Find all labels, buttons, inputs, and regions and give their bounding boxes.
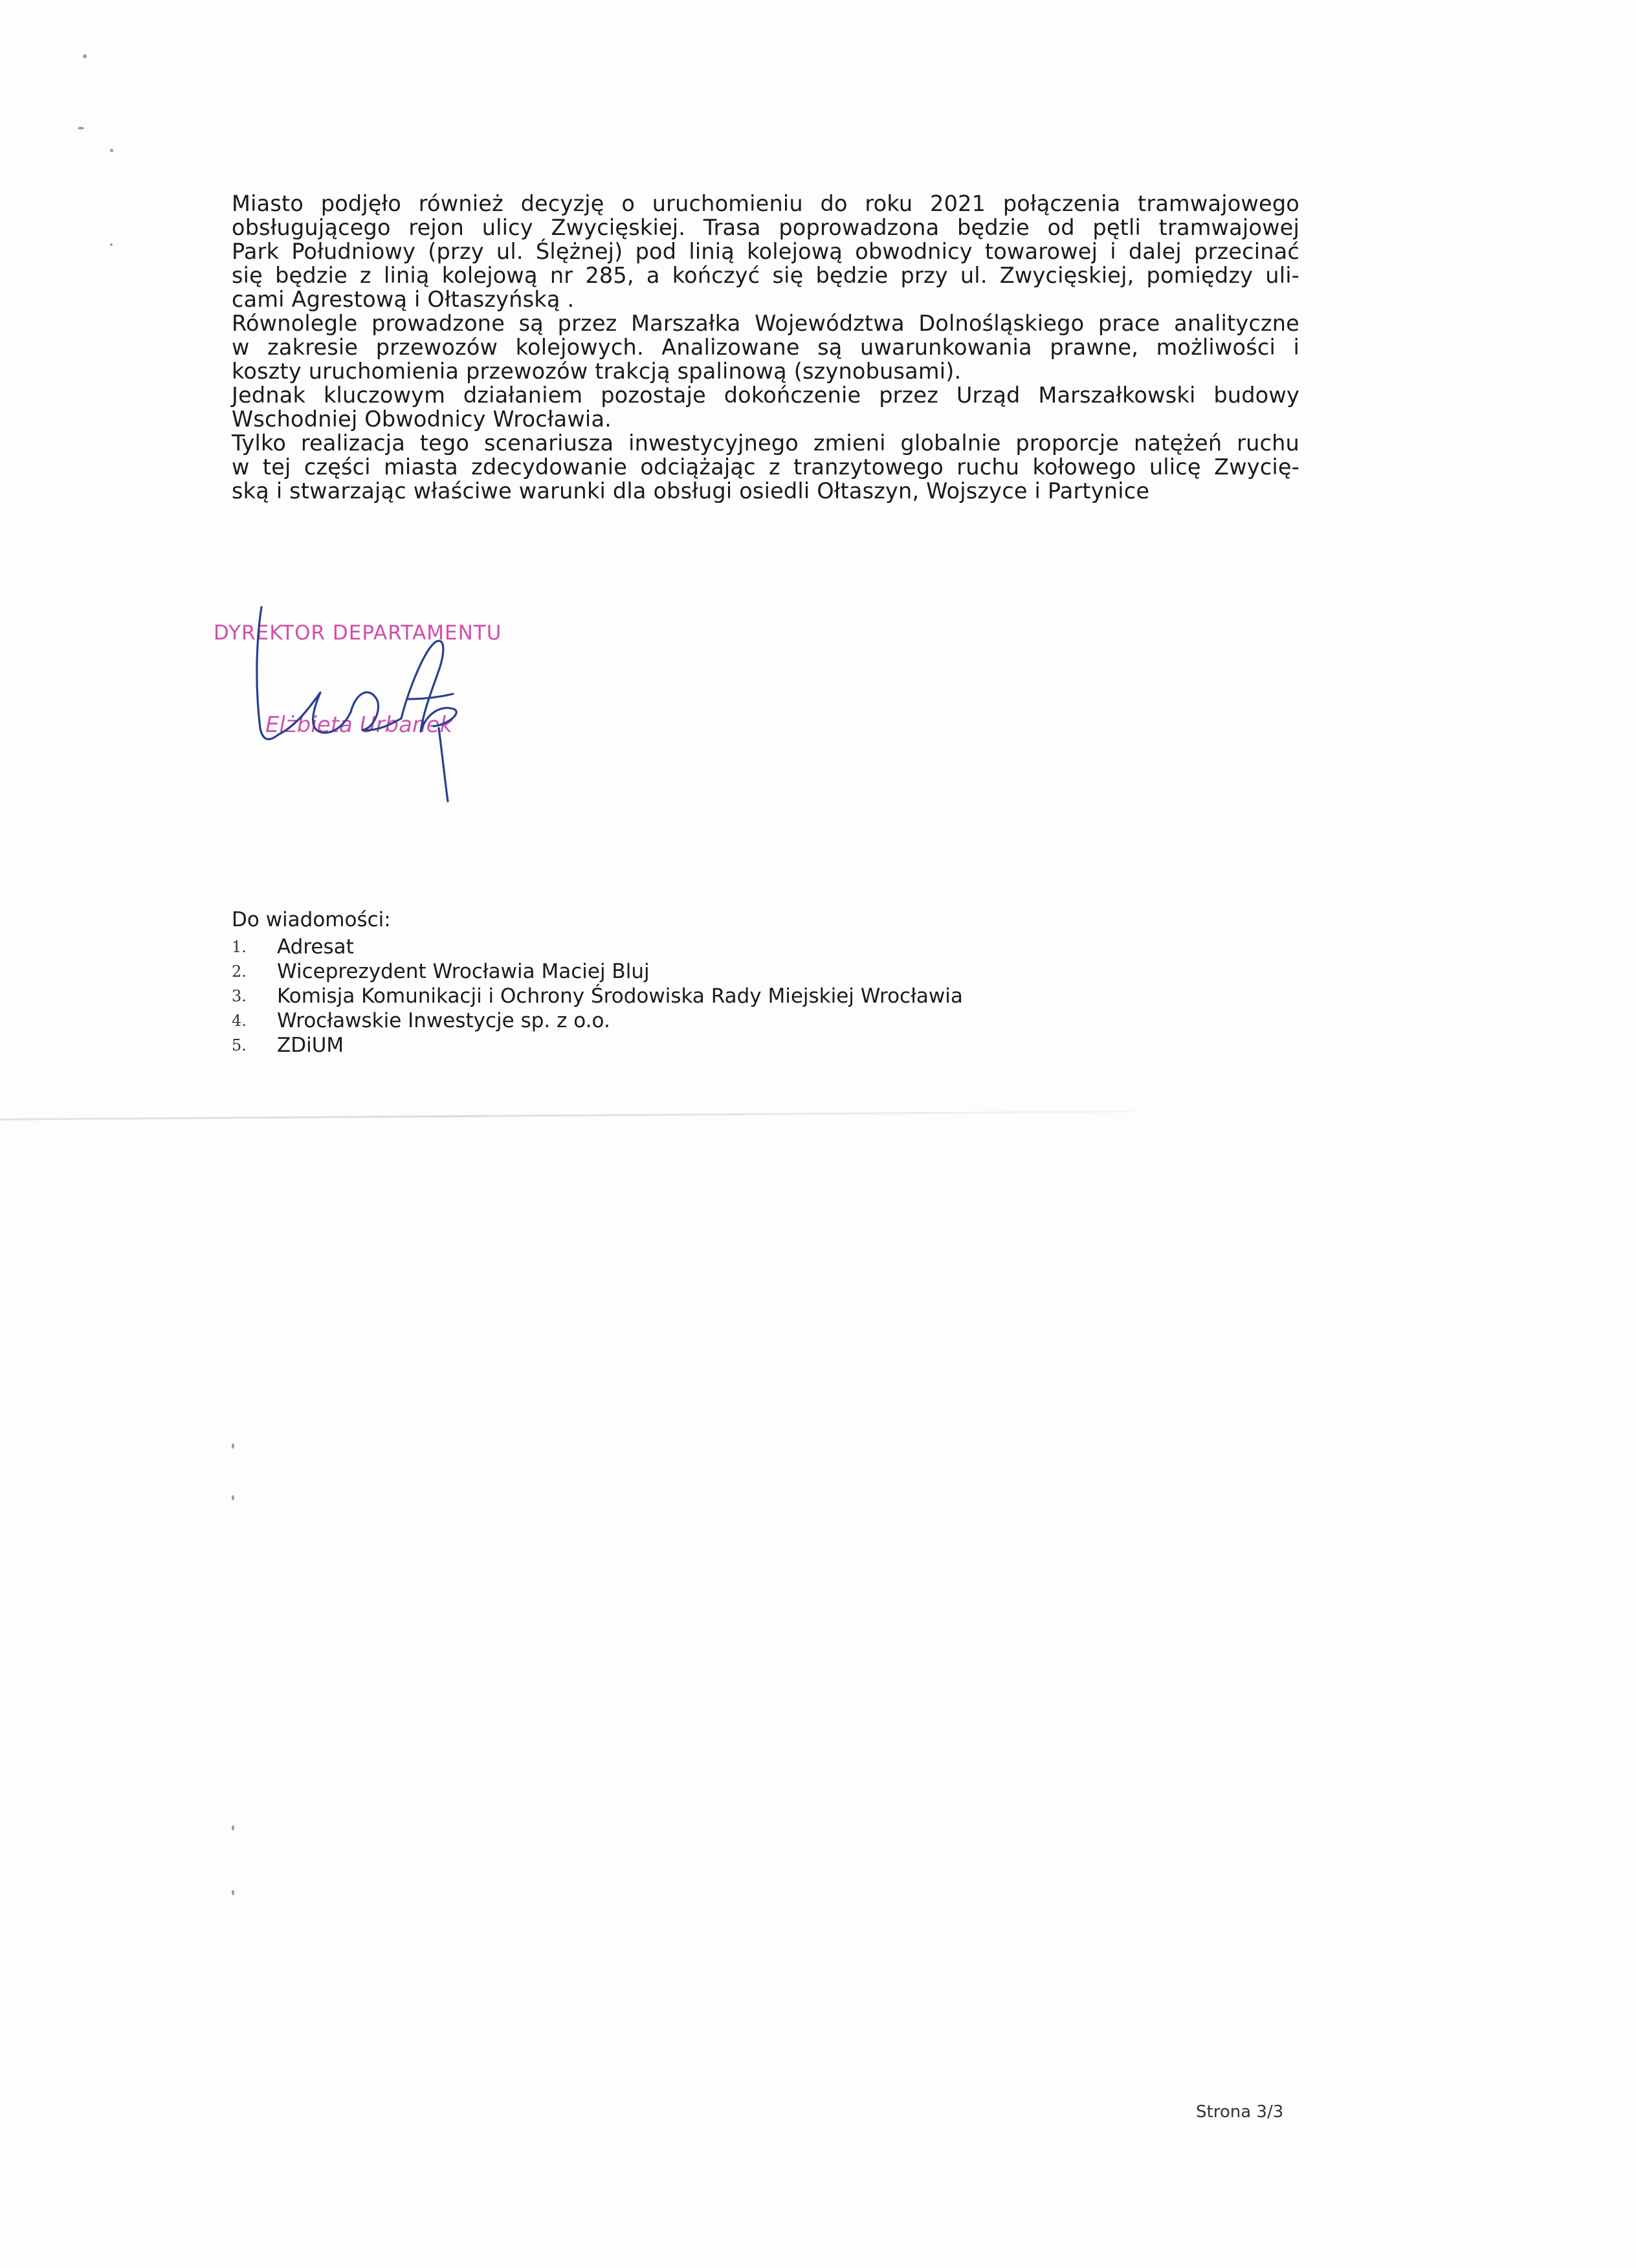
scan-speck xyxy=(110,149,113,152)
scan-speck xyxy=(232,1443,234,1449)
stamp-title: DYREKTOR DEPARTAMENTU xyxy=(214,621,502,645)
distribution-list xyxy=(232,907,1202,1058)
scan-speck xyxy=(83,54,87,58)
list-item-text: Wrocławskie Inwestycje sp. z o.o. xyxy=(277,1009,610,1032)
list-item xyxy=(232,959,1202,984)
body-line: Park Południowy (przy ul. Ślężnej) pod linią kolejową obwodnicy towarowej i dalej przecinać xyxy=(232,239,1299,264)
body-line: Wschodniej Obwodnicy Wrocławia. xyxy=(232,406,612,432)
list-item-number: 3. xyxy=(232,987,247,1005)
list-item xyxy=(232,935,1202,959)
list-item-text: Adresat xyxy=(277,935,354,959)
letter-body xyxy=(232,192,1299,503)
distribution-heading: Do wiadomości: xyxy=(232,908,391,931)
list-item-text: Komisja Komunikacji i Ochrony Środowiska Rady Miejskiej Wrocławia xyxy=(277,984,963,1008)
list-item-number: 2. xyxy=(232,962,247,981)
body-line: Miasto podjęło również decyzję o uruchomieniu do roku 2021 połączenia tramwajowego xyxy=(232,191,1299,216)
body-line: w tej części miasta zdecydowanie odciążając z tranzytowego ruchu kołowego ulicę Zwycię- xyxy=(232,454,1299,480)
body-line: obsługującego rejon ulicy Zwycięskiej. Trasa poprowadzona będzie od pętli tramwajowej xyxy=(232,215,1299,240)
distribution-items xyxy=(232,935,1202,1058)
list-item-text: ZDiUM xyxy=(277,1034,344,1057)
scan-speck xyxy=(232,1825,234,1830)
body-line: Jednak kluczowym działaniem pozostaje dokończenie przez Urząd Marszałkowski budowy xyxy=(232,383,1299,408)
scan-speck xyxy=(232,1495,234,1500)
list-item-number: 1. xyxy=(232,938,247,956)
body-line: ską i stwarzając właściwe warunki dla obsługi osiedli Ołtaszyn, Wojszyce i Partynice xyxy=(232,478,1150,504)
body-line: się będzie z linią kolejową nr 285, a kończyć się będzie przy ul. Zwycięskiej, pomiędzy uli- xyxy=(232,263,1299,288)
scan-fold-line xyxy=(0,1111,1133,1120)
body-line: w zakresie przewozów kolejowych. Analizowane są uwarunkowania prawne, możliwości i xyxy=(232,335,1299,360)
list-item-text: Wiceprezydent Wrocławia Maciej Bluj xyxy=(277,960,650,983)
page-number: Strona 3/3 xyxy=(1196,2102,1284,2122)
handwritten-signature xyxy=(207,595,569,803)
scan-speck xyxy=(232,1890,234,1895)
list-item xyxy=(232,1008,1202,1033)
body-line: Tylko realizacja tego scenariusza inwestycyjnego zmieni globalnie proporcje natężeń ruchu xyxy=(232,430,1299,456)
list-item xyxy=(232,984,1202,1008)
list-item xyxy=(232,1033,1202,1058)
body-line: cami Agrestową i Ołtaszyńską . xyxy=(232,287,575,312)
stamp-name: Elżbieta Urbanek xyxy=(265,712,453,738)
list-item-number: 4. xyxy=(232,1012,247,1030)
list-item-number: 5. xyxy=(232,1036,247,1054)
body-line: koszty uruchomienia przewozów trakcją spalinową (szynobusami). xyxy=(232,359,962,384)
scan-speck xyxy=(110,243,113,246)
scan-speck xyxy=(78,127,84,129)
signature-block xyxy=(207,595,569,803)
body-line: Równolegle prowadzone są przez Marszałka Województwa Dolnośląskiego prace analityczne xyxy=(232,311,1299,336)
